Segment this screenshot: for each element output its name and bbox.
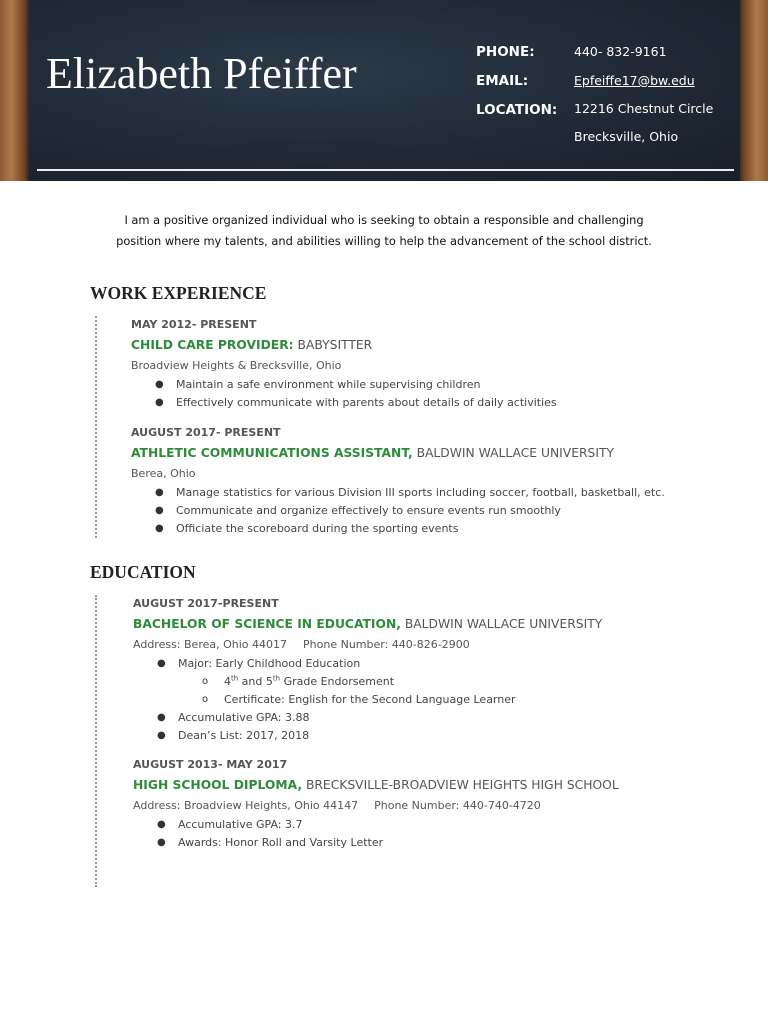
job-role: ATHLETIC COMMUNICATIONS ASSISTANT,	[131, 446, 413, 460]
phone-value: 440- 832-9161	[574, 44, 667, 59]
summary-line-1: I am a positive organized individual who is seeking to obtain a responsible and challenging	[124, 213, 644, 227]
school-phone: Phone Number: 440-826-2900	[303, 638, 470, 651]
header-banner	[0, 0, 768, 181]
list-item: ● Awards: Honor Roll and Varsity Letter	[133, 834, 619, 852]
sub-bullet-icon: o	[202, 676, 209, 687]
education-title-line	[133, 774, 619, 796]
list-item: ● Officiate the scoreboard during the sporting events	[131, 520, 665, 538]
education-heading: EDUCATION	[90, 562, 196, 582]
list-item: ● Maintain a safe environment while supervising children	[131, 376, 557, 394]
school-contact	[133, 796, 619, 816]
job-location: Broadview Heights & Brecksville, Ohio	[131, 359, 342, 372]
job-date: AUGUST 2017- PRESENT	[131, 426, 281, 439]
summary-line-2: position where my talents, and abilities willing to help the advancement of the school district.	[116, 234, 652, 248]
degree-name: BACHELOR OF SCIENCE IN EDUCATION,	[133, 617, 401, 631]
school-name: BRECKSVILLE-BROADVIEW HEIGHTS HIGH SCHOOL	[305, 778, 619, 792]
bullet-icon: ●	[157, 712, 166, 723]
email-label: EMAIL:	[476, 73, 529, 89]
education-date: AUGUST 2013- MAY 2017	[133, 758, 288, 771]
school-contact	[133, 635, 602, 655]
job-entry	[131, 316, 557, 412]
degree-name: HIGH SCHOOL DIPLOMA,	[133, 778, 303, 792]
job-location: Berea, Ohio	[131, 467, 196, 480]
list-item: ● Accumulative GPA: 3.7	[133, 816, 619, 834]
list-item: ● Effectively communicate with parents about details of daily activities	[131, 394, 557, 412]
bullet-icon: ●	[155, 523, 164, 534]
list-item: ● Communicate and organize effectively to ensure events run smoothly	[131, 502, 665, 520]
objective-summary	[60, 210, 708, 252]
school-phone: Phone Number: 440-740-4720	[374, 799, 541, 812]
job-title-line	[131, 334, 557, 356]
job-role: CHILD CARE PROVIDER:	[131, 338, 294, 352]
job-organization: BABYSITTER	[297, 338, 373, 352]
address-line-2: Brecksville, Ohio	[574, 129, 679, 144]
bullet-icon: ●	[155, 487, 164, 498]
email-link[interactable]: Epfeiffe17@bw.edu	[574, 73, 695, 88]
bullet-icon: ●	[157, 819, 166, 830]
work-experience-heading: WORK EXPERIENCE	[90, 283, 267, 303]
list-item: ● Major: Early Childhood Education	[133, 655, 602, 673]
school-address: Address: Broadview Heights, Ohio 44147	[133, 799, 359, 812]
sub-bullet-icon: o	[202, 694, 209, 705]
location-label: LOCATION:	[476, 102, 558, 118]
list-item: ● Accumulative GPA: 3.88	[133, 709, 602, 727]
education-date: AUGUST 2017-PRESENT	[133, 597, 279, 610]
list-item: ● Dean’s List: 2017, 2018	[133, 727, 602, 745]
job-title-line	[131, 442, 665, 464]
address-line-1: 12216 Chestnut Circle	[574, 101, 714, 116]
education-timeline-line	[95, 595, 97, 887]
job-date: MAY 2012- PRESENT	[131, 318, 257, 331]
work-timeline-line	[95, 316, 97, 538]
job-organization: BALDWIN WALLACE UNIVERSITY	[416, 446, 614, 460]
bullet-icon: ●	[157, 837, 166, 848]
bullet-icon: ●	[155, 397, 164, 408]
education-entry	[133, 756, 619, 852]
phone-label: PHONE:	[476, 44, 535, 60]
applicant-name: Elizabeth Pfeiffer	[46, 49, 357, 98]
sub-list-item: o Certificate: English for the Second Language Learner	[133, 691, 602, 709]
list-item: ● Manage statistics for various Division III sports including soccer, football, basketball, etc.	[131, 484, 665, 502]
job-entry	[131, 424, 665, 538]
bullet-icon: ●	[157, 658, 166, 669]
header-divider	[37, 169, 734, 171]
sub-list-item: o 4th and 5th Grade Endorsement	[133, 673, 602, 691]
school-name: BALDWIN WALLACE UNIVERSITY	[404, 617, 603, 631]
school-address: Address: Berea, Ohio 44017	[133, 638, 288, 651]
education-entry	[133, 595, 602, 745]
bullet-icon: ●	[155, 505, 164, 516]
bullet-icon: ●	[155, 379, 164, 390]
bullet-icon: ●	[157, 730, 166, 741]
education-title-line	[133, 613, 602, 635]
